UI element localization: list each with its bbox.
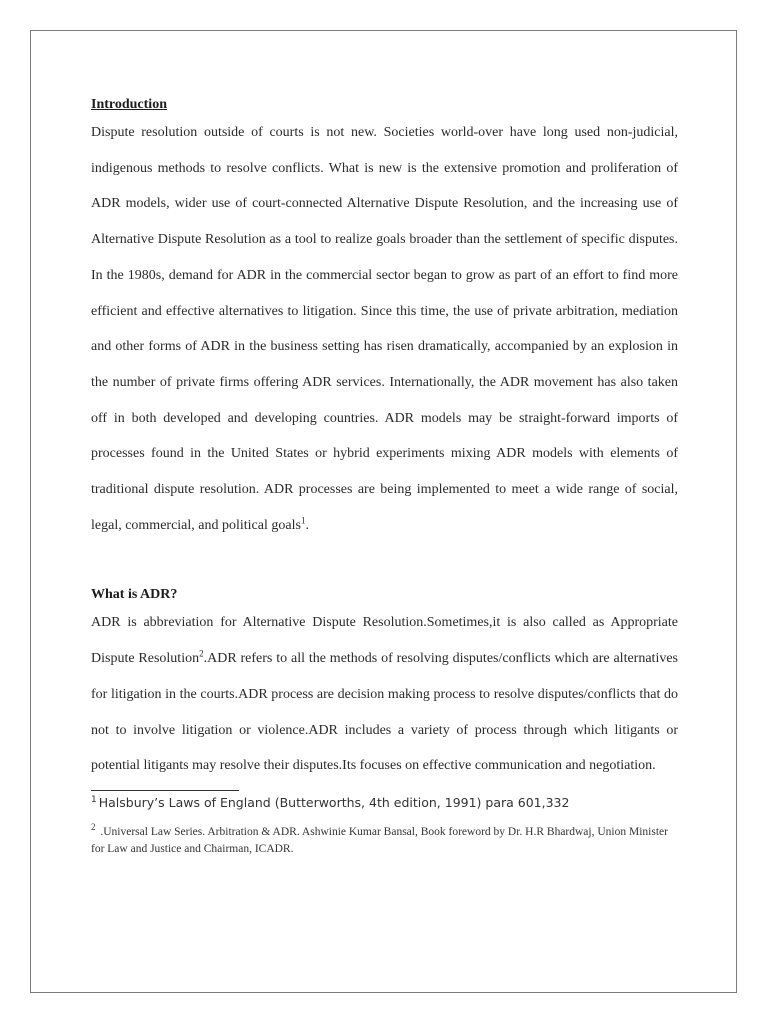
introduction-heading: Introduction: [91, 97, 167, 112]
footnote-separator: [91, 790, 239, 791]
document-body: [91, 95, 678, 858]
what-is-adr-section: [91, 585, 678, 784]
introduction-text: Dispute resolution outside of courts is not new. Societies world-over have long used non-judicial, indigenous methods to resolve conflicts. What is new is the extensive promotion and proliferation of ADR models, wider use of court-connected Alternative Dispute Resolution, and the increasing use of Alternative Dispute Resolution as a tool to realize goals broader than the settlement of specific disputes. In the 1980s, demand for ADR in the commercial sector began to grow as part of an effort to find more efficient and effective alternatives to litigation. Since this time, the use of private arbitration, mediation and other forms of ADR in the business setting has risen dramatically, accompanied by an explosion in the number of private firms offering ADR services. Internationally, the ADR movement has also taken off in both developed and developing countries. ADR models may be straight-forward imports of processes found in the United States or hybrid experiments mixing ADR models with elements of traditional dispute resolution. ADR processes are being implemented to meet a wide range of social, legal, commercial, and political goals: [91, 125, 678, 533]
footnote-1: [91, 794, 678, 812]
footnote-1-text: Halsbury’s Laws of England (Butterworths, 4th edition, 1991) para 601,332: [98, 794, 570, 810]
what-is-adr-text-part2: .ADR refers to all the methods of resolving disputes/conflicts which are alternatives for litigation in the courts.ADR process are decision making process to resolve disputes/conflicts that do not to involve litigation or violence.ADR includes a variety of process through which litigants or potential litigants may resolve their disputes.Its focuses on effective communication and negotiation.: [91, 651, 678, 774]
document-page: [30, 30, 737, 993]
what-is-adr-paragraph: [91, 605, 678, 784]
introduction-paragraph: [91, 115, 678, 543]
footnote-ref-1[interactable]: 1: [300, 515, 306, 526]
what-is-adr-heading: What is ADR?: [91, 587, 178, 603]
footnote-2-number: 2: [91, 822, 96, 833]
footnote-ref-2[interactable]: 2: [199, 648, 204, 659]
introduction-paragraph-end: .: [305, 517, 309, 533]
footnote-1-number: 1: [91, 794, 97, 805]
what-is-adr-text-part1: ADR is abbreviation for Alternative Dispute Resolution.Sometimes,it is also called as Appropriate Dispute Resolution: [91, 615, 678, 667]
footnote-2-text: .Universal Law Series. Arbitration & ADR. Ashwinie Kumar Bansal, Book foreword by Dr. H.R Bhardwaj, Union Minister for Law and Justice and Chairman, ICADR.: [91, 825, 668, 855]
footnote-2: [91, 824, 678, 858]
